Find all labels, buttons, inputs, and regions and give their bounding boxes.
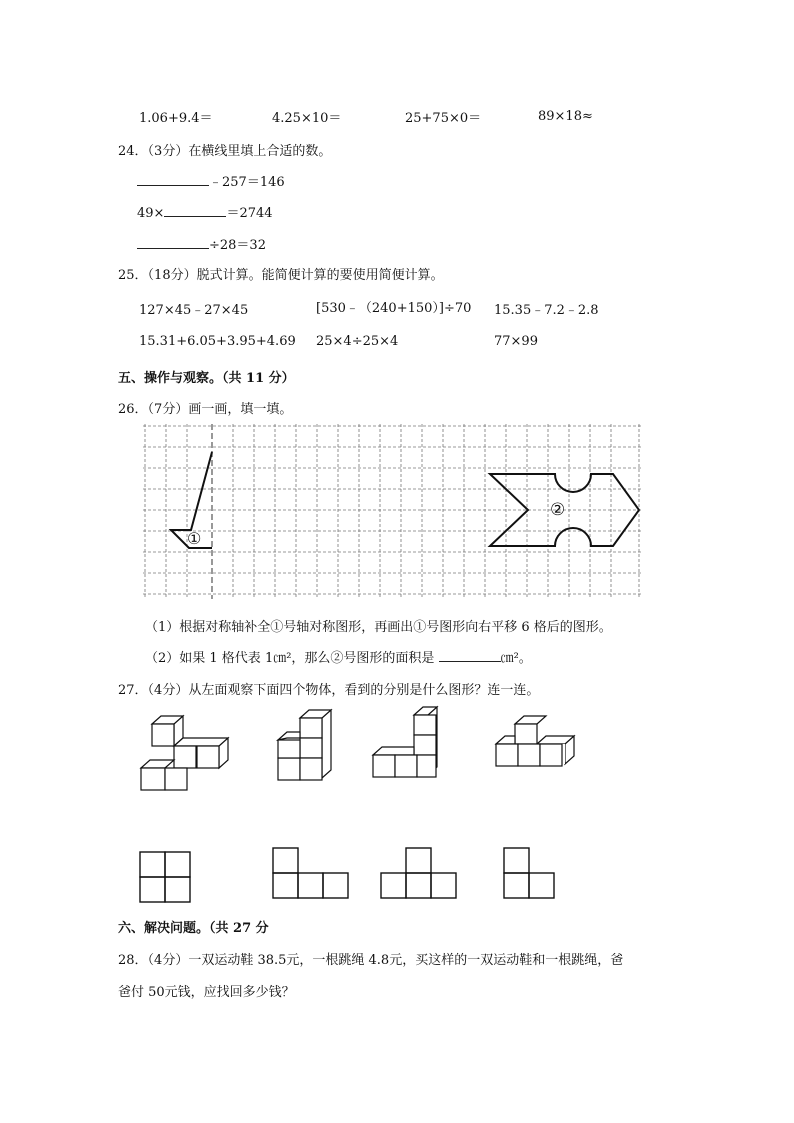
view-shape-3 bbox=[380, 847, 457, 899]
question-24-title: 24．（3分）在横线里填上合适的数。 bbox=[118, 144, 332, 159]
cube-object-4 bbox=[493, 712, 575, 774]
cube-object-2 bbox=[275, 708, 340, 783]
question-26-title: 26．（7分）画一画，填一填。 bbox=[118, 402, 293, 417]
question-27-title: 27．（4分）从左面观察下面四个物体，看到的分别是什么图形？连一连。 bbox=[118, 683, 540, 698]
expr-6: 77×99 bbox=[494, 334, 538, 349]
grid-figure bbox=[143, 424, 641, 599]
q28-line-2: 爸付 50元钱，应找回多少钱？ bbox=[118, 985, 295, 1000]
section-6-heading: 六、解决问题。（共 27 分 bbox=[118, 921, 269, 936]
q24-line-2: 49× ＝2744 bbox=[137, 206, 273, 221]
shape-1-label: ① bbox=[187, 529, 202, 548]
q28-line-1: 28．（4分）一双运动鞋 38.5元，一根跳绳 4.8元，买这样的一双运动鞋和一根跳绳，爸 bbox=[118, 953, 624, 968]
calc-item-4: 89×18≈ bbox=[538, 109, 593, 124]
expr-4: 15.31+6.05+3.95+4.69 bbox=[139, 334, 296, 349]
view-shape-1 bbox=[139, 851, 191, 903]
q26-sub-1: （1）根据对称轴补全①号轴对称图形，再画出①号图形向右平移 6 格后的图形。 bbox=[145, 620, 612, 635]
answer-blank[interactable] bbox=[137, 173, 209, 186]
q26-sub-2: （2）如果 1 格代表 1㎝²，那么②号图形的面积是 ㎝²。 bbox=[145, 651, 532, 666]
calc-item-2: 4.25×10＝ bbox=[272, 111, 342, 126]
view-shape-2 bbox=[272, 847, 349, 899]
grid-lines bbox=[143, 424, 641, 599]
expr-2: [530﹣（240+150）]÷70 bbox=[316, 301, 472, 316]
q24-line-1: ﹣257＝146 bbox=[137, 171, 285, 190]
section-5-heading: 五、操作与观察。（共 11 分） bbox=[118, 371, 295, 386]
q24-line-3: ÷28＝32 bbox=[137, 234, 266, 253]
expr-1: 127×45﹣27×45 bbox=[139, 303, 249, 318]
expr-5: 25×4÷25×4 bbox=[316, 334, 399, 349]
cube-object-3 bbox=[370, 705, 450, 785]
answer-blank[interactable] bbox=[439, 649, 501, 662]
cube-object-1 bbox=[138, 705, 238, 790]
answer-blank[interactable] bbox=[137, 236, 209, 249]
calc-item-1: 1.06+9.4＝ bbox=[139, 111, 213, 126]
expr-3: 15.35﹣7.2﹣2.8 bbox=[494, 303, 599, 318]
question-25-title: 25．（18分）脱式计算。能简便计算的要使用简便计算。 bbox=[118, 268, 444, 283]
shape-2-label: ② bbox=[550, 500, 566, 520]
calc-item-3: 25+75×0＝ bbox=[405, 111, 482, 126]
answer-blank[interactable] bbox=[164, 204, 226, 217]
view-shape-4 bbox=[503, 847, 555, 899]
